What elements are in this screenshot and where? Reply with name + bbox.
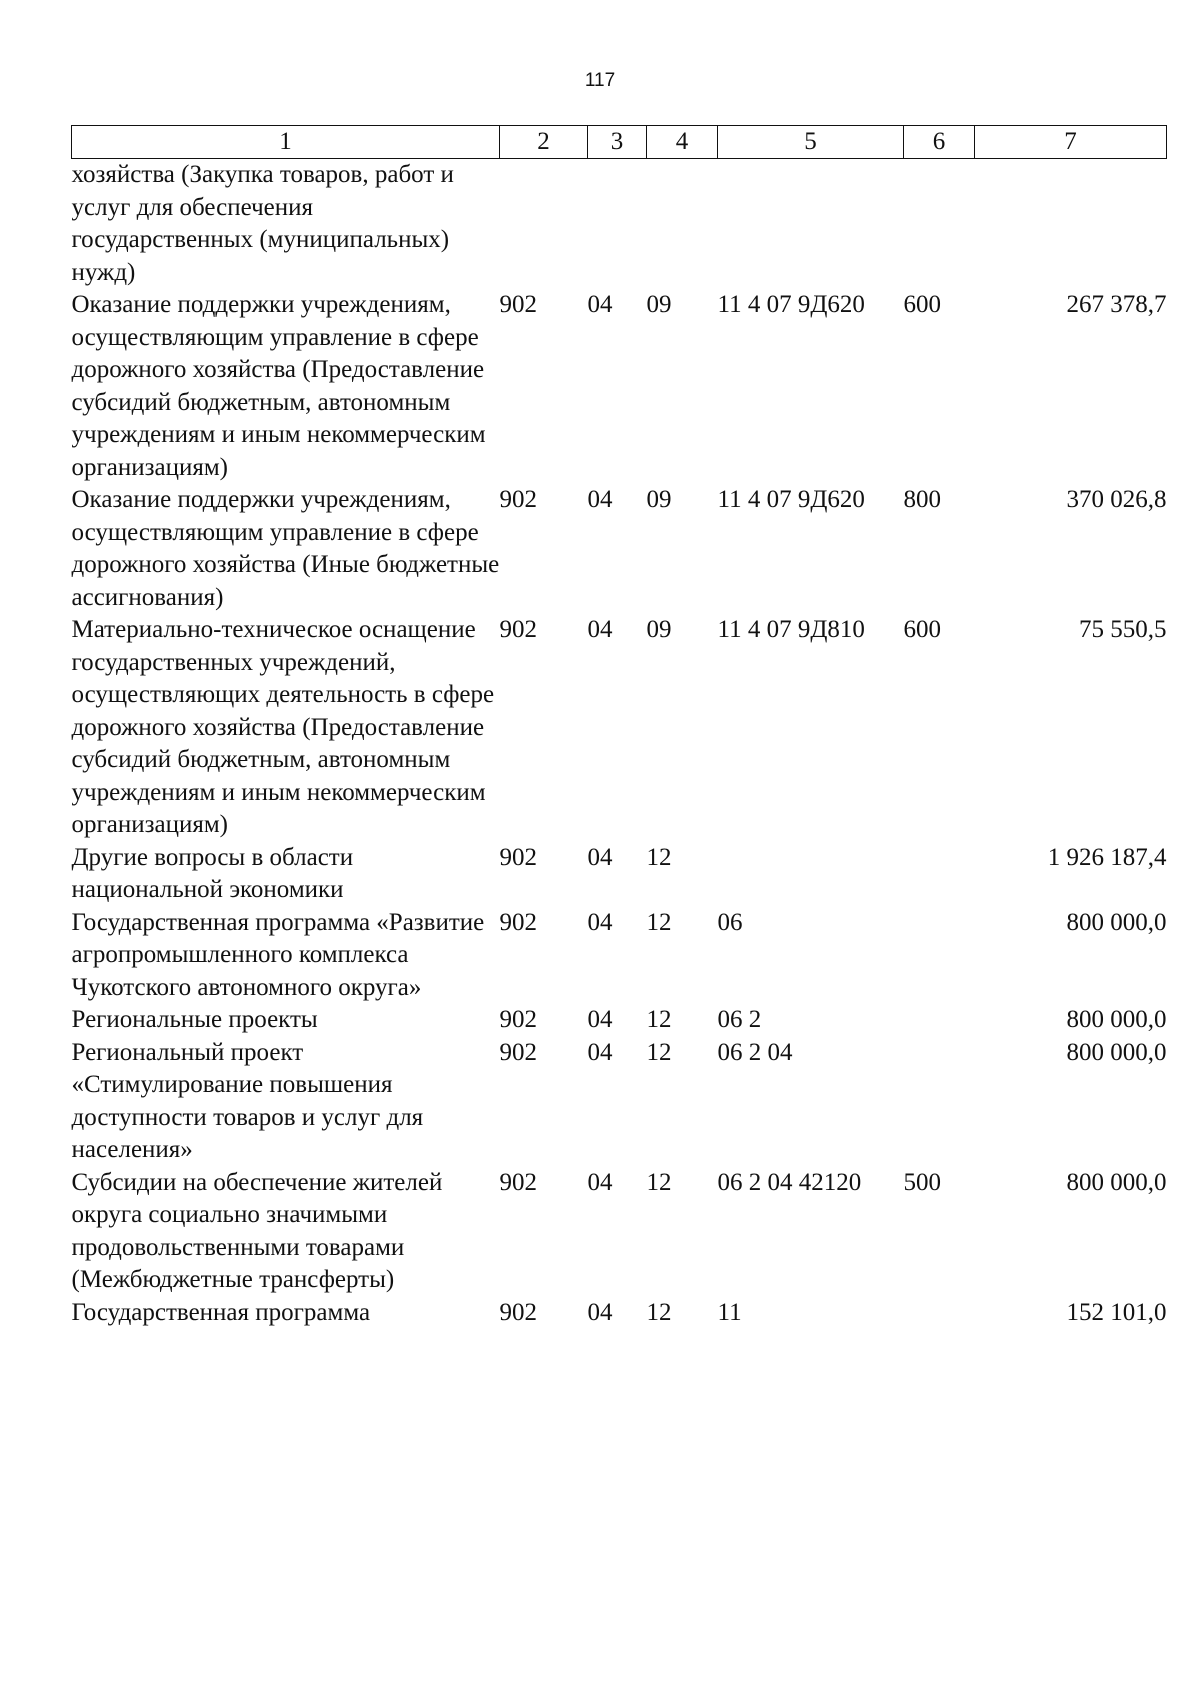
- amount-cell: [975, 159, 1167, 290]
- table-row: [72, 907, 1167, 1005]
- section-cell: 04: [587, 843, 613, 871]
- page-number: 117: [584, 70, 616, 91]
- code-cell: 902: [499, 486, 537, 513]
- subsection-cell: 12: [646, 843, 672, 871]
- amount-cell: 800 000,0: [1066, 1038, 1167, 1066]
- code-cell: 902: [499, 843, 537, 871]
- amount-cell: 75 550,5: [1079, 616, 1167, 643]
- target-cell: 06 2 04 42120: [717, 1168, 862, 1196]
- expense-type-cell: [904, 1037, 975, 1167]
- item-name: Региональные проекты: [71, 1006, 318, 1033]
- expense-type-cell: [904, 1297, 975, 1330]
- subsection-cell: 09: [646, 616, 672, 643]
- column-header-4: 4: [647, 126, 718, 159]
- expense-type-cell: [904, 159, 975, 290]
- section-cell: 04: [587, 1168, 613, 1196]
- target-cell: 11 4 07 9Д620: [717, 486, 865, 513]
- expense-type-cell: [904, 907, 975, 1005]
- table-row: [72, 1004, 1167, 1037]
- subsection-cell: 12: [646, 908, 672, 936]
- subsection-cell: 12: [646, 1298, 672, 1326]
- section-cell: 04: [587, 616, 613, 643]
- table-body: [72, 159, 1167, 1330]
- target-cell: 06 2: [717, 1006, 762, 1033]
- column-header-3: 3: [588, 126, 647, 159]
- amount-cell: 1 926 187,4: [1047, 843, 1167, 871]
- section-cell: 04: [587, 1006, 613, 1033]
- target-cell: 06: [717, 908, 743, 936]
- target-cell: [718, 159, 904, 290]
- header-row: [72, 126, 1167, 159]
- table-row: [72, 1297, 1167, 1330]
- target-cell: 11 4 07 9Д810: [717, 616, 865, 643]
- table-row: [72, 1037, 1167, 1167]
- table-header: [72, 126, 1167, 159]
- target-cell: 11: [717, 1298, 742, 1326]
- subsection-cell: [647, 159, 718, 290]
- subsection-cell: 12: [646, 1168, 672, 1196]
- code-cell: 902: [499, 908, 537, 936]
- column-header-6: 6: [904, 126, 975, 159]
- item-name: Другие вопросы в области национальной экономики: [71, 843, 354, 903]
- table-row: [72, 1167, 1167, 1297]
- expense-type-cell: [904, 1004, 975, 1037]
- item-name: Оказание поддержки учреждениям, осуществляющим управление в сфере дорожного хозяйства (Предоставление субсидий бюджетным, автономным учреждениям и иным некоммерческим организациям): [71, 291, 486, 481]
- code-cell: 902: [499, 1298, 537, 1326]
- expense-type-cell: 500: [903, 1168, 941, 1196]
- code-cell: [500, 159, 588, 290]
- code-cell: 902: [499, 1168, 537, 1196]
- item-name: Государственная программа: [71, 1298, 371, 1326]
- section-cell: 04: [587, 1298, 613, 1326]
- item-name: Региональный проект «Стимулирование повышения доступности товаров и услуг для населения»: [71, 1038, 424, 1163]
- amount-cell: 370 026,8: [1066, 486, 1167, 513]
- subsection-cell: 09: [646, 486, 672, 513]
- expense-type-cell: 800: [903, 486, 941, 513]
- amount-cell: 152 101,0: [1066, 1298, 1167, 1326]
- amount-cell: 800 000,0: [1066, 1168, 1167, 1196]
- amount-cell: 800 000,0: [1066, 908, 1167, 936]
- code-cell: 902: [499, 616, 537, 643]
- expense-type-cell: 600: [903, 616, 941, 643]
- item-name: Субсидии на обеспечение жителей округа социально значимыми продовольственными товарами (Межбюджетные трансферты): [71, 1168, 443, 1293]
- expense-type-cell: [904, 842, 975, 907]
- section-cell: 04: [587, 1038, 613, 1066]
- item-name: хозяйства (Закупка товаров, работ и услуг для обеспечения государственных (муниципальных) нужд): [71, 161, 454, 286]
- code-cell: 902: [499, 1006, 537, 1033]
- subsection-cell: 12: [646, 1038, 672, 1066]
- section-cell: [588, 159, 647, 290]
- column-header-2: 2: [500, 126, 588, 159]
- subsection-cell: 12: [646, 1006, 672, 1033]
- table-row: [72, 289, 1167, 484]
- target-cell: 06 2 04: [717, 1038, 793, 1066]
- target-cell: [718, 842, 904, 907]
- item-name: Материально-техническое оснащение государственных учреждений, осуществляющих деятельность в сфере дорожного хозяйства (Предоставление субсидий бюджетным, автономным учреждениям и иным некоммерческим организациям): [71, 616, 495, 838]
- item-name: Оказание поддержки учреждениям, осуществляющим управление в сфере дорожного хозяйства (Иные бюджетные ассигнования): [71, 486, 500, 611]
- code-cell: 902: [499, 291, 537, 318]
- table-row: [72, 614, 1167, 842]
- section-cell: 04: [587, 908, 613, 936]
- section-cell: 04: [587, 291, 613, 318]
- table-row: [72, 159, 1167, 290]
- amount-cell: 800 000,0: [1066, 1006, 1167, 1033]
- column-header-5: 5: [718, 126, 904, 159]
- table-row: [72, 484, 1167, 614]
- budget-table: [71, 125, 1167, 1329]
- amount-cell: 267 378,7: [1066, 291, 1167, 318]
- table-row: [72, 842, 1167, 907]
- target-cell: 11 4 07 9Д620: [717, 291, 865, 318]
- item-name: Государственная программа «Развитие агропромышленного комплекса Чукотского автономного округа»: [71, 908, 485, 1001]
- code-cell: 902: [499, 1038, 537, 1066]
- column-header-7: 7: [975, 126, 1167, 159]
- section-cell: 04: [587, 486, 613, 513]
- column-header-1: 1: [72, 126, 500, 159]
- expense-type-cell: 600: [903, 291, 941, 318]
- subsection-cell: 09: [646, 291, 672, 318]
